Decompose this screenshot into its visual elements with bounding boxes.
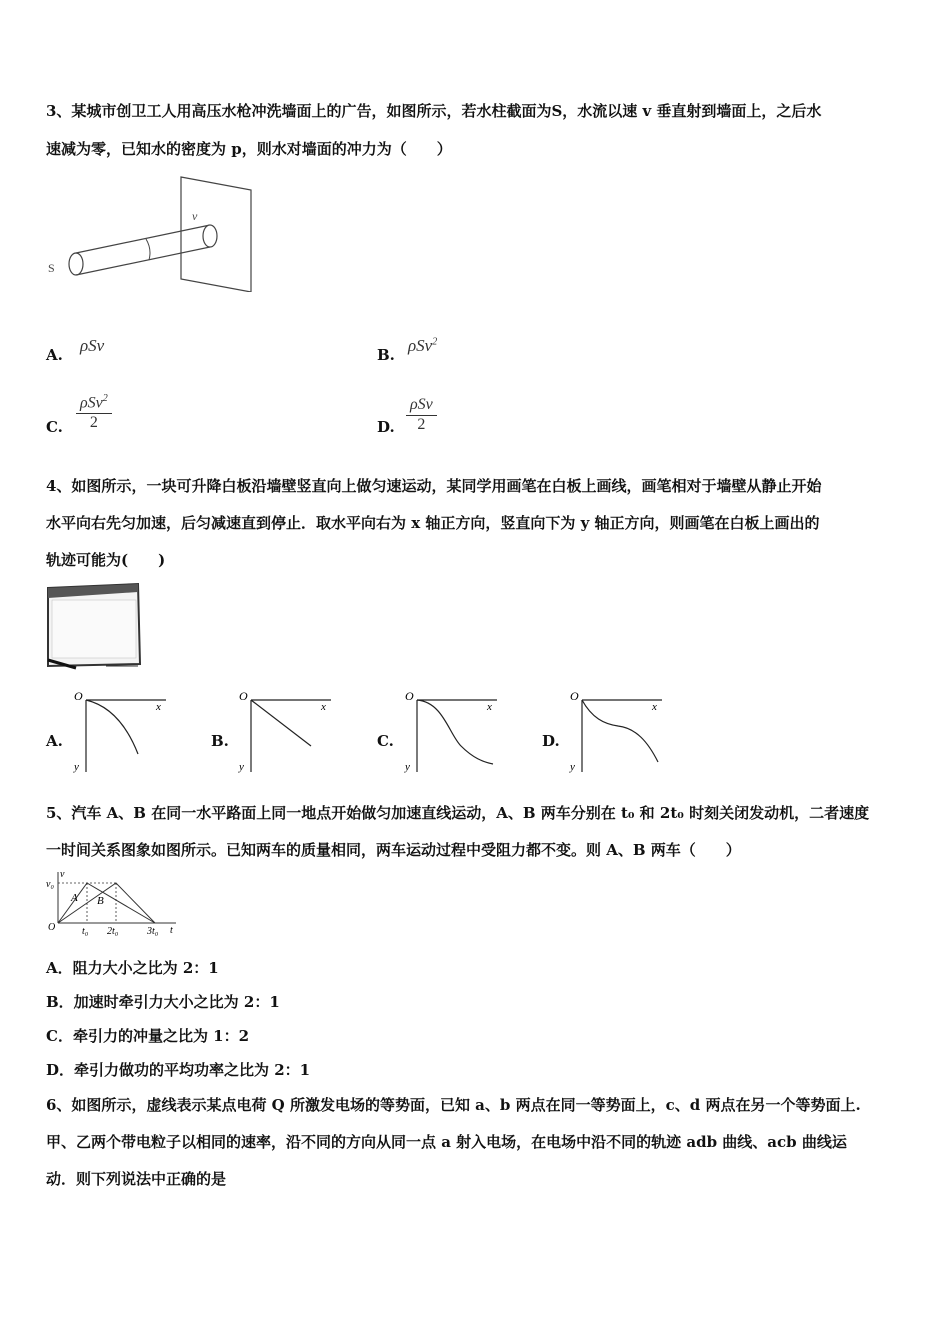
q3-option-d-fraction bbox=[406, 396, 437, 434]
q3-option-b-expr bbox=[408, 336, 437, 356]
q4-text-line3: 轨迹可能为( ) bbox=[46, 551, 166, 569]
q6-text-line3: 动．则下列说法中正确的是 bbox=[46, 1170, 227, 1188]
q4-graph-b bbox=[235, 688, 335, 776]
svg-text:y: y bbox=[405, 761, 410, 773]
svg-text:v: v bbox=[60, 869, 65, 880]
q3-option-a-label: A. bbox=[46, 346, 63, 364]
q3-option-b-base: ρSv bbox=[408, 336, 433, 355]
q5-option-c: C．牵引力的冲量之比为 1：2 bbox=[46, 1027, 250, 1045]
q4-text-line1: 4、如图所示，一块可升降白板沿墙壁竖直向上做匀速运动，某同学用画笔在白板上画线，画笔相对于墙壁从静止开始 bbox=[46, 477, 822, 495]
q5-text-line2: 一时间关系图象如图所示。已知两车的质量相同，两车运动过程中受阻力都不变。则 A、B 两车（ ） bbox=[46, 841, 741, 859]
q3-option-c-denominator: 2 bbox=[89, 414, 98, 432]
svg-text:O: O bbox=[48, 922, 56, 933]
svg-text:v₀: v₀ bbox=[46, 879, 54, 890]
q6-text-line2: 甲、乙两个带电粒子以相同的速率，沿不同的方向从同一点 a 射入电场，在电场中沿不同的轨迹 adb 曲线、acb 曲线运 bbox=[46, 1133, 847, 1151]
svg-text:y: y bbox=[239, 761, 244, 773]
q3-option-a-expr: ρSv bbox=[80, 336, 105, 355]
q3-label-s: S bbox=[48, 261, 55, 275]
q3-option-c-label: C. bbox=[46, 418, 63, 436]
q4-text-line2: 水平向右先匀加速，后匀减速直到停止．取水平向右为 x 轴正方向，竖直向下为 y 轴正方向，则画笔在白板上画出的 bbox=[46, 514, 820, 532]
q6-text-line1: 6、如图所示，虚线表示某点电荷 Q 所激发电场的等势面，已知 a、b 两点在同一等势面上，c、d 两点在另一个等势面上. bbox=[46, 1096, 861, 1114]
svg-text:2t₀: 2t₀ bbox=[107, 926, 119, 937]
q5-option-d: D．牵引力做功的平均功率之比为 2：1 bbox=[46, 1061, 311, 1079]
svg-text:x: x bbox=[156, 701, 161, 713]
q3-label-v: v bbox=[192, 209, 198, 223]
q5-text-line1: 5、汽车 A、B 在同一水平路面上同一地点开始做匀加速直线运动，A、B 两车分别在 t₀ 和 2t₀ 时刻关闭发动机，二者速度 bbox=[46, 804, 870, 822]
svg-text:O: O bbox=[239, 689, 248, 703]
q4-graph-c bbox=[401, 688, 501, 776]
svg-text:O: O bbox=[74, 689, 83, 703]
q4-option-a-label: A. bbox=[46, 732, 63, 750]
svg-text:t₀: t₀ bbox=[82, 926, 89, 937]
svg-text:y: y bbox=[570, 761, 575, 773]
svg-text:y: y bbox=[74, 761, 79, 773]
svg-text:B: B bbox=[97, 895, 104, 907]
svg-text:t: t bbox=[170, 925, 173, 936]
q5-option-a: A．阻力大小之比为 2：1 bbox=[46, 959, 219, 977]
q3-option-d-denominator: 2 bbox=[417, 416, 426, 433]
q4-option-b-label: B. bbox=[211, 732, 229, 750]
svg-text:x: x bbox=[321, 701, 326, 713]
q5-velocity-time-graph bbox=[44, 868, 184, 938]
svg-text:O: O bbox=[570, 689, 579, 703]
q4-option-c-label: C. bbox=[377, 732, 394, 750]
svg-text:O: O bbox=[405, 689, 414, 703]
svg-text:A: A bbox=[71, 892, 78, 904]
q4-option-d-label: D. bbox=[542, 732, 560, 750]
svg-text:3t₀: 3t₀ bbox=[147, 926, 159, 937]
q4-whiteboard-photo bbox=[46, 582, 142, 670]
q3-option-d-numerator: ρSv bbox=[410, 396, 433, 413]
q3-water-jet-figure bbox=[44, 172, 264, 292]
q3-option-c-numerator: ρSv$^2$ bbox=[80, 393, 108, 412]
q3-text-line1: 3、某城市创卫工人用高压水枪冲洗墙面上的广告，如图所示，若水柱截面为S，水流以速 v 垂直射到墙面上，之后水 bbox=[46, 102, 822, 120]
q3-option-b-sup: 2 bbox=[432, 336, 438, 348]
q3-option-d-label: D. bbox=[377, 418, 395, 436]
q5-option-b: B．加速时牵引力大小之比为 2：1 bbox=[46, 993, 280, 1011]
q3-option-c-fraction bbox=[76, 393, 112, 432]
q4-graph-a bbox=[70, 688, 170, 776]
q3-text-line2: 速减为零，已知水的密度为 p，则水对墙面的冲力为（ ） bbox=[46, 140, 452, 158]
svg-text:x: x bbox=[487, 701, 492, 713]
q4-graph-d bbox=[566, 688, 666, 776]
q3-option-b-label: B. bbox=[377, 346, 395, 364]
svg-text:x: x bbox=[652, 701, 657, 713]
